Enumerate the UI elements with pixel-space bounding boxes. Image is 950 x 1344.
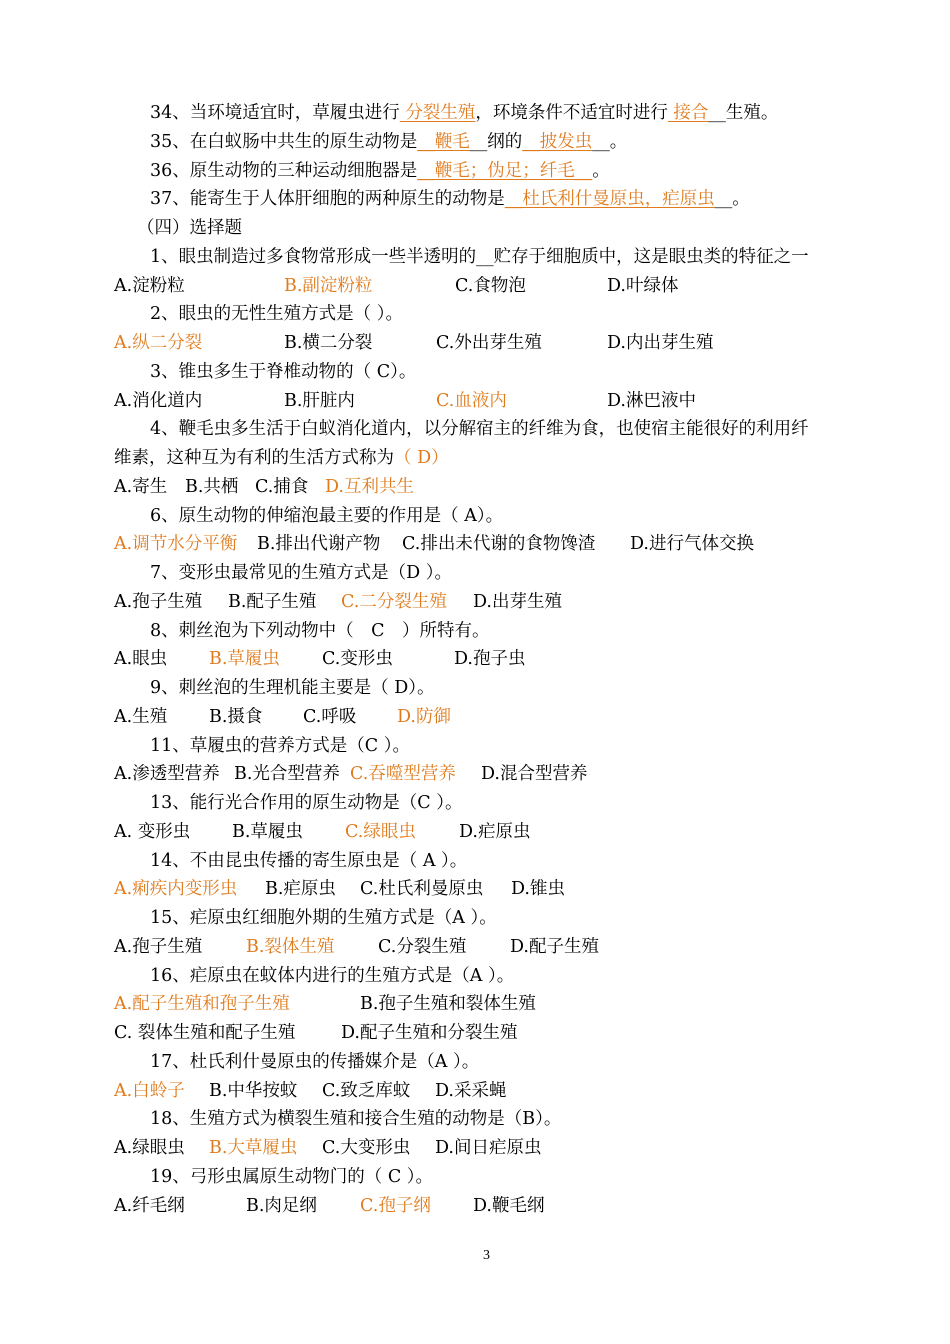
option: D.淋巴液中 <box>607 390 696 411</box>
option: A.绿眼虫 <box>114 1138 185 1158</box>
question-stem: 17、杜氏利什曼原虫的传播媒介是（A ）。 <box>150 1051 480 1072</box>
option: D.内出芽生殖 <box>607 333 714 353</box>
question-text: __。 <box>592 131 628 152</box>
option: D.配子生殖 <box>510 936 599 957</box>
option: B.排出代谢产物 <box>257 534 381 555</box>
option: D.进行气体交换 <box>630 534 754 555</box>
option: B.草履虫 <box>232 821 303 842</box>
question-text: 35、在白蚁肠中共生的原生动物是 <box>150 131 418 152</box>
question-stem: 18、生殖方式为横裂生殖和接合生殖的动物是（B）。 <box>150 1109 562 1130</box>
option: A.渗透型营养 <box>114 764 220 785</box>
question-stem: 8、刺丝泡为下列动物中（ C ）所特有。 <box>150 620 490 641</box>
answer-option: B.大草履虫 <box>209 1138 298 1158</box>
option: C.变形虫 <box>322 649 393 670</box>
answer-option: C.二分裂生殖 <box>341 591 447 612</box>
question-text: 36、原生动物的三种运动细胞器是 <box>150 160 418 181</box>
question-stem: 1、眼虫制造过多食物常形成一些半透明的__贮存于细胞质中，这是眼虫类的特征之一 <box>150 246 809 267</box>
answer-option: C.血液内 <box>436 390 507 411</box>
answer-option: C.孢子纲 <box>360 1195 431 1216</box>
question-text: ，环境条件不适宜时进行 <box>475 103 668 123</box>
option: B.中华按蚊 <box>209 1080 298 1101</box>
option: D.疟原虫 <box>459 821 531 842</box>
option: A.消化道内 <box>114 390 203 411</box>
answer-text: __鞭毛 <box>417 131 470 152</box>
option: C.杜氏利曼原虫 <box>360 879 484 900</box>
answer-option: C.吞噬型营养 <box>350 764 456 785</box>
option: D.采采蝇 <box>435 1080 507 1101</box>
question-stem: 16、疟原虫在蚊体内进行的生殖方式是（A ）。 <box>150 965 515 986</box>
option: A.生殖 <box>114 706 168 727</box>
option: D.配子生殖和分裂生殖 <box>341 1023 518 1043</box>
option: C.呼吸 <box>303 706 357 727</box>
question-stem: 4、鞭毛虫多生活于白蚁消化道内，以分解宿主的纤维为食，也使宿主能很好的利用纤 <box>150 419 809 440</box>
option: D.孢子虫 <box>454 649 526 670</box>
answer-option: D.互利共生 <box>325 476 414 497</box>
option: A.孢子生殖 <box>114 591 203 612</box>
option: D.出芽生殖 <box>473 591 562 612</box>
option: C.分裂生殖 <box>378 936 467 957</box>
fill-question <box>150 185 750 213</box>
answer-option: A.白蛉子 <box>114 1080 185 1101</box>
option: B.肝脏内 <box>284 390 355 411</box>
option: C.致乏库蚊 <box>322 1080 411 1101</box>
question-text: 37、能寄生于人体肝细胞的两种原生的动物是 <box>150 189 505 210</box>
question-text: __生殖。 <box>708 103 779 123</box>
question-stem: 15、疟原虫红细胞外期的生殖方式是（A ）。 <box>150 908 497 928</box>
option: B.横二分裂 <box>284 333 373 353</box>
option: D.间日疟原虫 <box>435 1138 542 1158</box>
option: D.鞭毛纲 <box>473 1195 545 1216</box>
option: C.外出芽生殖 <box>436 333 542 353</box>
answer-option: A.纵二分裂 <box>114 333 203 353</box>
answer-option: D.防御 <box>397 706 451 727</box>
option: B.肉足纲 <box>246 1195 317 1216</box>
option: D.混合型营养 <box>481 764 588 785</box>
question-stem: 2、眼虫的无性生殖方式是（ ）。 <box>150 304 403 325</box>
option: B.孢子生殖和裂体生殖 <box>360 994 536 1015</box>
answer-text: __鞭毛；伪足；纤毛__ <box>417 160 593 181</box>
answer-text: （ D） <box>394 448 449 468</box>
option: A.眼虫 <box>114 649 168 670</box>
question-stem: 7、变形虫最常见的生殖方式是（D ）。 <box>150 563 452 583</box>
option: B.共栖 <box>185 476 239 497</box>
answer-option: B.副淀粉粒 <box>284 275 373 296</box>
fill-question <box>150 157 610 185</box>
fill-question <box>150 99 778 127</box>
option: C.捕食 <box>255 476 309 497</box>
question-stem: 9、刺丝泡的生理机能主要是（ D）。 <box>150 678 435 698</box>
option: A. 变形虫 <box>114 821 191 842</box>
answer-option: B.裂体生殖 <box>246 936 335 957</box>
option: B.配子生殖 <box>228 591 317 612</box>
answer-text: 接合 <box>667 103 709 123</box>
question-stem-continued <box>114 444 449 472</box>
answer-option: B.草履虫 <box>209 649 280 670</box>
option: A.淀粉粒 <box>114 275 185 296</box>
answer-option: C.绿眼虫 <box>345 821 416 842</box>
question-text: __。 <box>714 189 750 210</box>
question-text: 34、当环境适宜时，草履虫进行 <box>150 103 400 123</box>
option: D.锥虫 <box>511 879 565 900</box>
option: A.寄生 <box>114 476 168 497</box>
option: C. 裂体生殖和配子生殖 <box>114 1023 296 1043</box>
question-stem: 19、弓形虫属原生动物门的（ C ）。 <box>150 1166 434 1187</box>
option: A.纤毛纲 <box>114 1195 185 1216</box>
answer-option: A.配子生殖和孢子生殖 <box>114 994 290 1015</box>
option: B.摄食 <box>209 706 263 727</box>
option: C.大变形虫 <box>322 1138 411 1158</box>
option: C.食物泡 <box>455 275 526 296</box>
fill-question <box>150 128 627 156</box>
question-stem: 11、草履虫的营养方式是（C ）。 <box>150 735 410 756</box>
option: A.孢子生殖 <box>114 936 203 957</box>
question-stem: 6、原生动物的伸缩泡最主要的作用是（ A）。 <box>150 505 504 526</box>
question-text: 维素，这种互为有利的生活方式称为 <box>114 448 394 468</box>
answer-text: __杜氏利什曼原虫，疟原虫 <box>504 189 715 210</box>
answer-text: 分裂生殖 <box>399 103 476 123</box>
question-stem: 14、不由昆虫传播的寄生原虫是（ A ）。 <box>150 850 468 871</box>
question-stem: 3、锥虫多生于脊椎动物的（ C）。 <box>150 361 417 382</box>
option: C.排出未代谢的食物馋渣 <box>402 534 596 555</box>
answer-text: __披发虫 <box>522 131 593 152</box>
section-title: （四）选择题 <box>137 218 242 238</box>
option: D.叶绿体 <box>607 275 679 296</box>
answer-option: A.调节水分平衡 <box>114 534 238 555</box>
question-stem: 13、能行光合作用的原生动物是（C ）。 <box>150 793 463 813</box>
option: B.光合型营养 <box>234 764 340 785</box>
question-text: __纲的 <box>469 131 523 152</box>
page-number: 3 <box>483 1248 490 1263</box>
answer-option: A.痢疾内变形虫 <box>114 879 238 900</box>
question-text: 。 <box>592 160 610 181</box>
option: B.疟原虫 <box>265 879 336 900</box>
